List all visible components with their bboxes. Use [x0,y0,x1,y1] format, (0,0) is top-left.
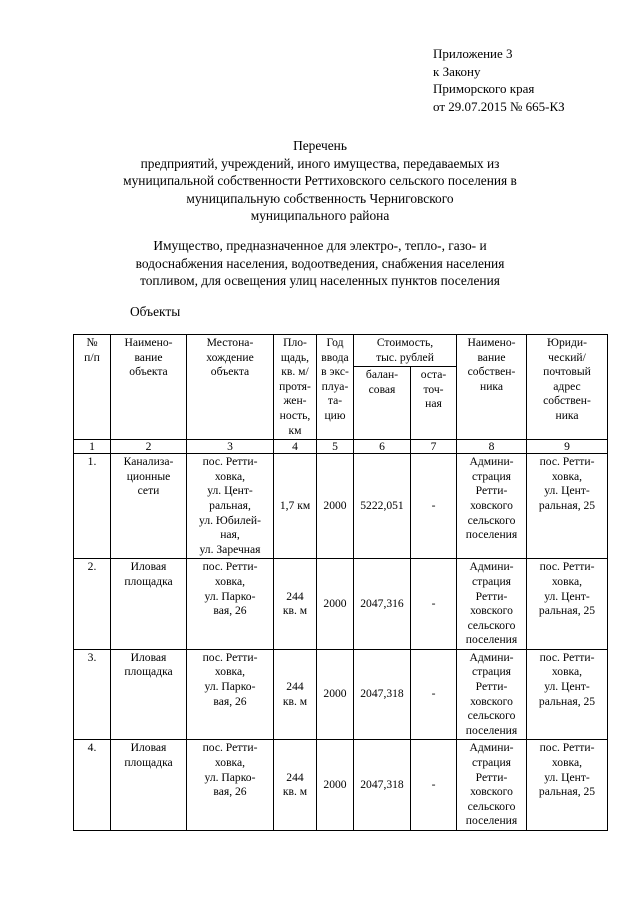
title-line: муниципального района [250,208,390,223]
cell-line: собствен- [543,394,591,408]
cell-line: ховка, [214,469,246,483]
cell-line: пос. Ретти- [539,455,595,469]
cell-balance: 2047,318 [354,649,411,740]
section-label: Объекты [130,304,181,319]
cell-line: Наимено- [124,336,173,349]
cell-line: ральная, 25 [538,498,596,512]
cell-line: в экс- [321,365,349,379]
header-area [274,335,317,440]
cell-line: страция [471,469,512,483]
cell-line: тыс. рублей [376,350,434,364]
annex-line: от 29.07.2015 № 665-КЗ [433,98,565,114]
cell-line: Админи- [469,741,514,755]
cell-line: площадка [124,756,173,770]
cell-area [274,740,317,831]
cell-name [111,740,187,831]
annex-line: Приложение 3 [433,46,513,61]
cell-line: площадка [124,665,173,679]
cell-line: сельского [467,709,516,723]
header-balance [354,367,411,440]
cell-line: пос. Ретти- [202,650,258,664]
cell-line: ховского [470,785,513,799]
header-residual [411,367,457,440]
cell-line: жен- [283,394,307,408]
cell-line: поселения [465,633,518,647]
cell-location [187,740,274,831]
cell-line: 244 [286,589,304,603]
cell-line: вание [134,350,163,364]
cell-location [187,559,274,650]
cell-year: 2000 [317,559,354,650]
cell-line: Ретти- [475,589,508,603]
cell-line: кв. м [282,694,308,708]
cell-owner [457,454,527,559]
cell-line: Ретти- [475,770,508,784]
cell-num: 3. [74,649,111,740]
cell-location [187,649,274,740]
cell-line: ная, [220,528,240,542]
table-row [74,649,608,740]
cell-line: ральная, 25 [538,694,596,708]
cell-line: № [86,336,98,349]
header-year [317,335,354,440]
column-number: 7 [411,440,457,454]
cell-line: 1,7 км [279,498,311,512]
cell-line: Канализа- [123,455,174,469]
cell-balance: 5222,051 [354,454,411,559]
header-cost [354,335,457,367]
cell-line: сельского [467,618,516,632]
cell-line: совая [368,382,396,396]
cell-owner [457,649,527,740]
cell-line: вая, 26 [213,785,247,799]
cell-line: ховка, [214,756,246,770]
cell-line: та- [327,394,343,408]
column-number: 6 [354,440,411,454]
cell-line: площадка [124,574,173,588]
cell-line: ул. Парко- [204,680,256,694]
cell-line: ховского [470,498,513,512]
cell-line: ховского [470,604,513,618]
cell-line: почтовый [543,365,591,379]
cell-area [274,649,317,740]
cell-line: сельского [467,799,516,813]
subtitle-line: топливом, для освещения улиц населенных пунктов поселения [140,273,500,288]
cell-line: пос. Ретти- [202,560,258,574]
cell-line: поселения [465,723,518,737]
cell-line: точ- [423,382,444,396]
subtitle-line: Имущество, предназначенное для электро-, тепло-, газо- и [153,238,487,253]
cell-line: ул. Цент- [544,680,590,694]
header-address [527,335,608,440]
cell-line: кв. м [282,604,308,618]
cell-line: ховского [470,694,513,708]
cell-line: Ретти- [475,680,508,694]
cell-line: вание [477,350,506,364]
cell-line: вая, 26 [213,694,247,708]
cell-name [111,649,187,740]
column-number: 1 [74,440,111,454]
cell-line: сельского [467,513,516,527]
subtitle-line: водоснабжения населения, водоотведения, снабжения населения [135,255,505,271]
cell-residual: - [411,559,457,650]
cell-line: Админи- [469,455,514,469]
table-row [74,559,608,650]
cell-line: Иловая [130,650,167,664]
cell-area [274,454,317,559]
cell-line: ховка, [551,665,583,679]
cell-line: Ретти- [475,484,508,498]
column-number: 4 [274,440,317,454]
cell-name [111,559,187,650]
cell-line: поселения [465,528,518,542]
cell-line: протя- [279,379,311,393]
cell-line: ул. Заречная [199,542,261,556]
header-name [111,335,187,440]
cell-line: Год [326,336,344,349]
column-number: 5 [317,440,354,454]
cell-line: щадь, [280,350,310,364]
cell-owner [457,559,527,650]
cell-line: объекта [210,365,250,379]
cell-line: ность, [279,408,311,422]
cell-name [111,454,187,559]
cell-num: 4. [74,740,111,831]
cell-line: ховка, [214,665,246,679]
header-num [74,335,111,440]
cell-line: адрес [553,379,581,393]
cell-line: оста- [420,368,447,382]
cell-address [527,559,608,650]
cell-line: пос. Ретти- [539,650,595,664]
cell-line: Админи- [469,560,514,574]
cell-line: ул. Цент- [544,484,590,498]
column-number: 2 [111,440,187,454]
cell-line: Стоимость, [376,336,434,349]
cell-balance: 2047,318 [354,740,411,831]
column-number: 9 [527,440,608,454]
cell-balance: 2047,316 [354,559,411,650]
annex-block [433,45,565,115]
table-row [74,454,608,559]
title-line: муниципальную собственность Черниговского [186,190,454,206]
cell-line: собствен- [467,365,516,379]
annex-line: Приморского края [433,81,535,96]
cell-address [527,740,608,831]
cell-line: ховка, [551,469,583,483]
cell-line: п/п [84,350,100,364]
cell-year: 2000 [317,740,354,831]
cell-num: 2. [74,559,111,650]
annex-line: к Закону [433,63,481,79]
cell-line: поселения [465,814,518,828]
cell-line: объекта [129,365,168,379]
cell-line: хождение [206,350,254,364]
cell-line: пос. Ретти- [539,741,595,755]
cell-line: ника [555,408,579,422]
cell-line: балан- [365,368,399,382]
column-number-row [74,440,608,454]
cell-residual: - [411,740,457,831]
title-line: Перечень [293,138,347,153]
cell-line: Админи- [469,650,514,664]
cell-line: ховка, [551,756,583,770]
cell-line: ческий/ [548,350,586,364]
cell-residual: - [411,454,457,559]
cell-line: Иловая [130,741,167,755]
title-line: муниципальной собственности Реттиховского сельского поселения в [123,173,517,188]
cell-line: ул. Цент- [544,770,590,784]
cell-year: 2000 [317,649,354,740]
cell-line: пос. Ретти- [202,741,258,755]
cell-line: ховка, [214,574,246,588]
cell-line: ул. Парко- [204,589,256,603]
cell-num: 1. [74,454,111,559]
cell-line: ул. Цент- [207,484,253,498]
cell-address [527,649,608,740]
cell-line: ул. Юбилей- [199,513,261,527]
objects-table [73,334,608,831]
cell-area [274,559,317,650]
cell-line: кв. м/ [281,365,309,379]
cell-line: Наимено- [467,336,516,349]
table-row [74,740,608,831]
cell-line: Пло- [283,336,307,349]
title-line: предприятий, учреждений, иного имущества, передаваемых из [140,155,500,171]
cell-line: страция [471,665,512,679]
cell-line: Иловая [130,560,167,574]
column-number: 3 [187,440,274,454]
cell-line: плуа- [321,379,349,393]
cell-line: ционные [126,469,171,483]
cell-line: страция [471,574,512,588]
cell-line: км [288,423,302,437]
document-subtitle [90,237,550,290]
cell-line: ная [425,397,442,411]
cell-address [527,454,608,559]
cell-line: ральная, 25 [538,604,596,618]
cell-location [187,454,274,559]
cell-year: 2000 [317,454,354,559]
cell-line: кв. м [282,785,308,799]
cell-line: ральная, 25 [538,785,596,799]
cell-line: ул. Цент- [544,589,590,603]
cell-line: 244 [286,770,304,784]
cell-line: ральная, [209,498,251,512]
cell-line: цию [324,408,346,422]
cell-line: 244 [286,680,304,694]
cell-line: ховка, [551,574,583,588]
header-location [187,335,274,440]
cell-line: страция [471,756,512,770]
cell-line: пос. Ретти- [202,455,258,469]
document-title [100,137,540,225]
cell-residual: - [411,649,457,740]
cell-line: Юриди- [547,336,587,349]
cell-line: ввода [321,350,349,364]
cell-line: сети [137,484,160,498]
cell-line: Местона- [206,336,254,349]
cell-line: ника [479,379,503,393]
cell-owner [457,740,527,831]
cell-line: ул. Парко- [204,770,256,784]
cell-line: пос. Ретти- [539,560,595,574]
cell-line: вая, 26 [213,604,247,618]
column-number: 8 [457,440,527,454]
header-owner [457,335,527,440]
